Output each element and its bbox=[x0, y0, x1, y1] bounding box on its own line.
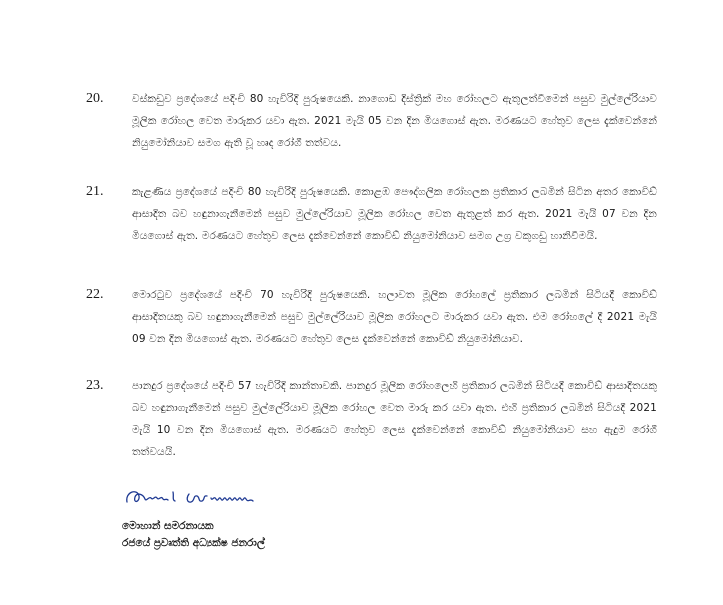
entry-number: 22. bbox=[86, 287, 104, 302]
signer-name: මොහාන් සමරනායක bbox=[122, 520, 214, 532]
entry-number: 21. bbox=[86, 184, 104, 199]
handwritten-signature bbox=[123, 484, 263, 514]
entry-number: 20. bbox=[86, 91, 104, 106]
entry-number: 23. bbox=[86, 378, 104, 393]
signer-title: රජයේ ප්‍රවෘත්ති අධ්‍යක්ෂ ජනරාල් bbox=[122, 537, 265, 549]
entry-text: පානදුර ප්‍රදේශයේ පදිංචි 57 හැවිරිදි කාන්තාවකි. පානදුර මූලික රෝහලෙහි ප්‍රතිකාර ලබමින් සිටියදී කොවිඩ් ආසාදිතයකු බව හඳුනාගැනීමෙන් පසුව මුල්ලේරියාව මූලික රෝහල වෙත මාරු කර යවා ඇත. එහි ප්‍රතිකාර ලබමින් සිටියදී 2021 මැයි 10 වන දින මියගොස් ඇත. මරණයට හේතුව ලෙස දැක්වෙන්නේ කොවිඩ් නියුමෝනියාව සහ ඇදුම රෝගී තත්වයයි. bbox=[132, 380, 658, 458]
entry-text: කැළණිය ප්‍රදේශයේ පදිංචි 80 හැවිරිදි පුරුෂයෙකි. කොළඹ පෞද්ගලික රෝහලක ප්‍රතිකාර ලබමින් සිටින අතර කොවිඩ් ආසාදිත බව හඳුනාගැනීමෙන් පසුව මුල්ලේරියාව මූලික රෝහල වෙත ඇතුළත් කර ඇත. 2021 මැයි 07 වන දින මියගොස් ඇත. මරණයට හේතුව ලෙස දැක්වෙන්නේ කොවිඩ් නියුමෝනියාව සමග උග්‍ර වකුගඩු හානිවීමයි. bbox=[132, 186, 657, 242]
entry-text: වස්කඩුව ප්‍රදේශයේ පදිංචි 80 හැවිරිදි පුරුෂයෙකි. නාගොඩ දිස්ත්‍රික් මහ රෝහලට ඇතුලත්වීමෙන් පසුව මුල්ලේරියාව මූලික රෝහල වෙත මාරුකර යවා ඇත. 2021 මැයි 05 වන දින මියගොස් ඇත. මරණයට හේතුව ලෙස දැක්වෙන්නේ නියුමෝනියාව සමග ඇති වූ හෘද රෝගී තත්වය. bbox=[132, 93, 657, 149]
entry-text: මොරටුව ප්‍රදේශයේ පදිංචි 70 හැවිරිදි පුරුෂයෙකි. හලාවත මූලික රෝහලේ ප්‍රතිකාර ලබමින් සිටියදී කොවිඩ් ආසාදිතයකු බව හඳුනාගැනීමෙන් පසුව මුල්ලේරියාව මූලික රෝහලට මාරුකර යවා ඇත. එම රෝහලේ දී 2021 මැයි 09 වන දින මියගොස් ඇත. මරණයට හේතුව ලෙස දැක්වෙන්නේ කොවිඩ් නියුමෝනියාව. bbox=[132, 289, 657, 345]
